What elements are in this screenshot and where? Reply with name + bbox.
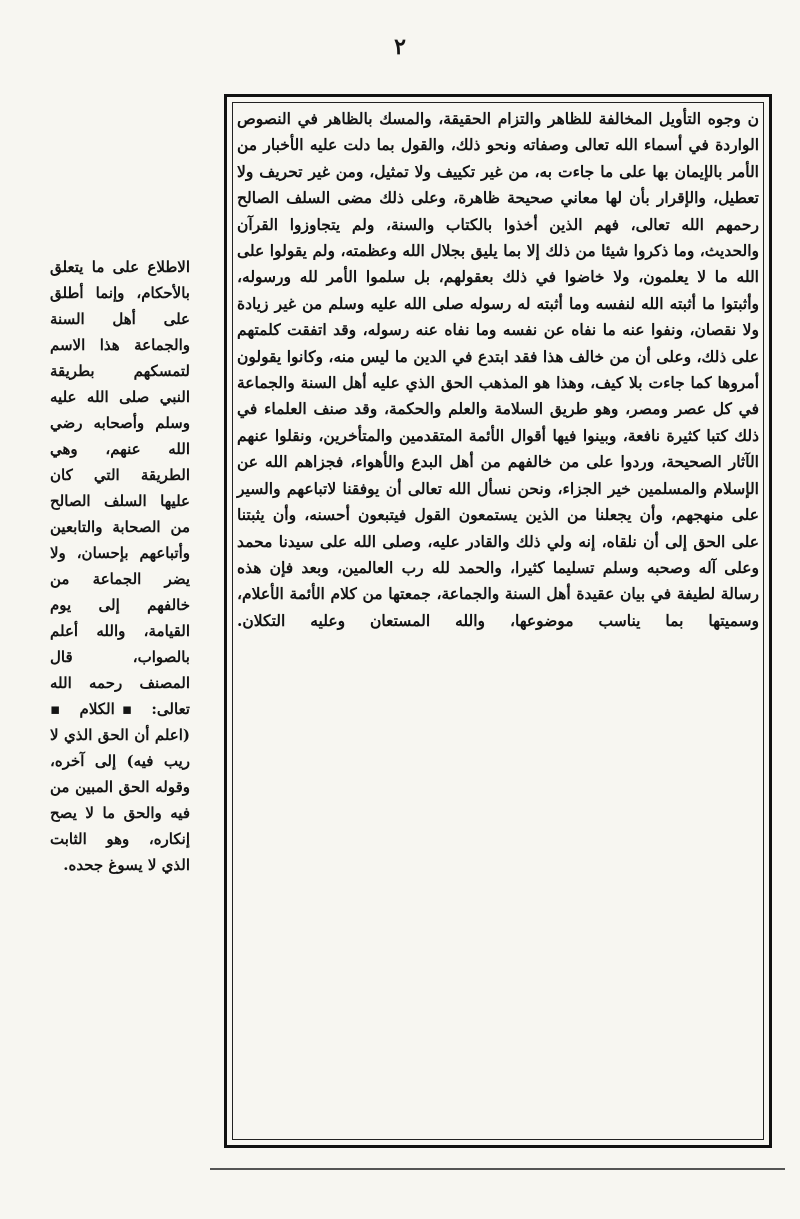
margin-commentary: الاطلاع على ما يتعلق بالأحكام، وإنما أطلق على أهل السنة والجماعة هذا الاسم لتمسكهم بطريقة النبي صلى الله عليه وسلم وأصحابه رضي الله عنهم، وهي الطريقة التي كان عليها السلف الصالح من الصحابة والتابعين وأتباعهم بإحسان، ولا يضر الجماعة من خالفهم إلى يوم القيامة، والله أعلم بالصواب، قال المصنف رحمه الله تعالى: ▪الكلام ▪ (اعلم أن الحق الذي لا ريب فيه) إلى آخره، وقوله الحق المبين من فيه والحق ما لا يصح إنكاره، وهو الثابت الذي لا يسوغ جحده. bbox=[50, 258, 190, 874]
main-body-text: ن وجوه التأويل المخالفة للظاهر والتزام الحقيقة، والمسك بالظاهر في النصوص الواردة في أسماء الله تعالى وصفاته ونحو ذلك، والقول بما دلت عليه الأخبار من الأمر بالإيمان بها على ما جاءت به، من غير تكييف ولا تمثيل، ومن غير تحريف ولا تعطيل، والإقرار بأن لها معاني صحيحة ظاهرة، وعلى ذلك مضى السلف الصالح رحمهم الله تعالى، فهم الذين أخذوا بالكتاب والسنة، ولم يتجاوزوا القرآن والحديث، وما ذكروا شيئا من ذلك إلا بما يليق بجلال الله وعظمته، ولم يقولوا على الله ما لا يعلمون، ولا خاضوا في ذلك بعقولهم، بل سلموا الأمر لله ورسوله، وأثبتوا ما أثبته الله لنفسه وما أثبته له رسوله صلى الله عليه وسلم من غير زيادة ولا نقصان، ونفوا عنه ما نفاه عن نفسه وما نفاه عنه رسوله، وقد اتفقت كلمتهم على ذلك، وعلى أن من خالف هذا فقد ابتدع في الدين ما ليس منه، وكانوا يقولون أمروها كما جاءت بلا كيف، وهذا هو المذهب الحق الذي عليه أهل السنة والجماعة في كل عصر ومصر، وهو طريق السلامة والعلم والحكمة، وقد صنف العلماء في ذلك كتبا كثيرة نافعة، وبينوا فيها أقوال الأئمة المتقدمين والمتأخرين، ونقلوا عنهم الآثار الصحيحة، وردوا على من خالفهم من أهل البدع والأهواء، فجزاهم الله عن الإسلام والمسلمين خير الجزاء، ونحن نسأل الله تعالى أن يوفقنا لاتباعهم والسير على منهجهم، وأن يجعلنا من الذين يستمعون القول فيتبعون أحسنه، وأن يثبتنا على الحق إلى أن نلقاه، إنه ولي ذلك والقادر عليه، وصلى الله على سيدنا محمد وعلى آله وصحبه وسلم تسليما كثيرا، والحمد لله رب العالمين، وبعد فإن هذه رسالة لطيفة في بيان عقيدة أهل السنة والجماعة، جمعتها من كلام الأئمة الأعلام، وسميتها بما يناسب موضوعها، والله المستعان وعليه التكلان. bbox=[237, 109, 759, 630]
bottom-ink-line bbox=[210, 1168, 785, 1170]
main-text-frame bbox=[224, 94, 772, 1148]
page-number: ٢ bbox=[394, 34, 406, 60]
